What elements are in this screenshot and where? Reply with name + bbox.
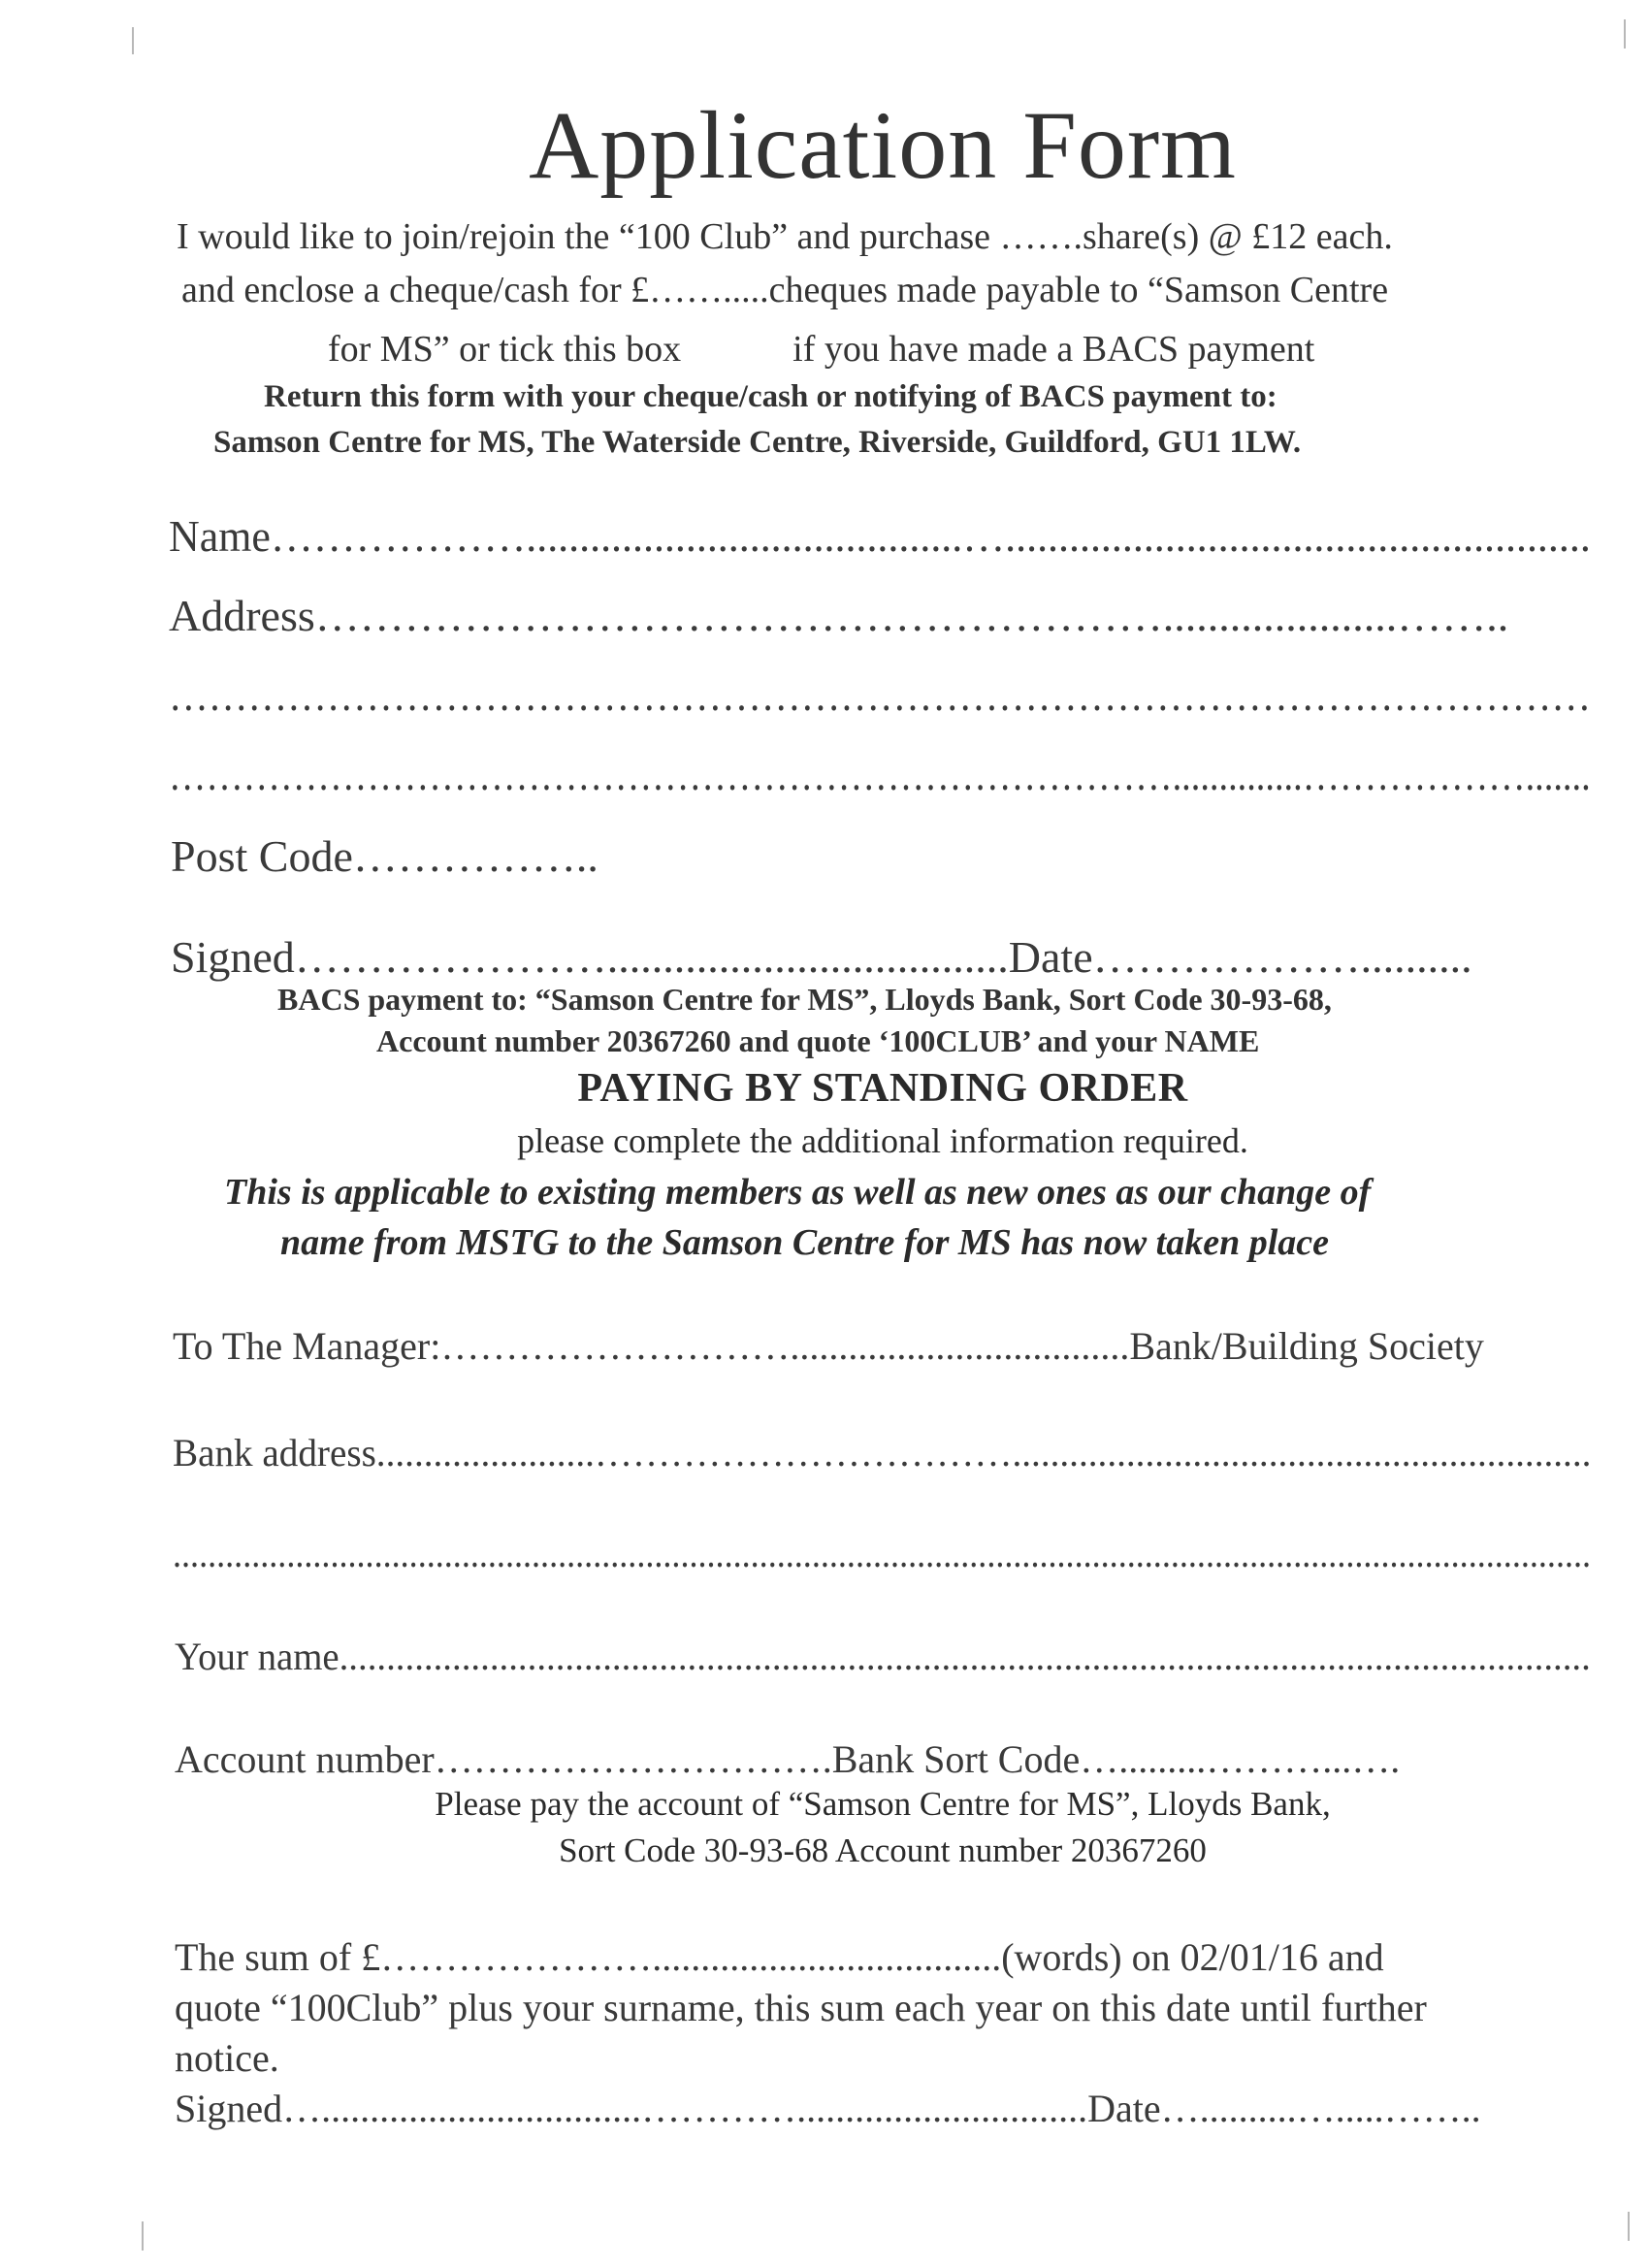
scan-mark-top-left <box>132 27 134 54</box>
bacs-tick-box[interactable] <box>691 332 784 361</box>
manager-field[interactable]: To The Manager:………………………...................................Bank/Building Society <box>173 1324 1484 1368</box>
address-field[interactable]: Address………………………………………………….....................…….. <box>169 591 1509 640</box>
sum-field-line-1[interactable]: The sum of £…………………....................................(words) on 02/01/16 and <box>175 1935 1384 1979</box>
intro-line-3b: if you have made a BACS payment <box>792 329 1315 370</box>
name-field[interactable]: Name……………….........................................…....................................................... <box>169 511 1591 561</box>
bacs-payment-line-1: BACS payment to: “Samson Centre for MS”, Lloyds Bank, Sort Code 30-93-68, <box>277 982 1332 1017</box>
postcode-field[interactable]: Post Code…………….. <box>171 831 598 881</box>
signed-date-field[interactable]: Signed…………………....................................Date……………….......... <box>171 932 1472 982</box>
return-instructions: Return this form with your cheque/cash or notifying of BACS payment to: <box>264 379 1277 414</box>
sum-field-line-3: notice. <box>175 2036 279 2080</box>
intro-line-2: and enclose a cheque/cash for £…….....cheques made payable to “Samson Centre <box>181 270 1389 310</box>
standing-order-heading: PAYING BY STANDING ORDER <box>577 1066 1188 1111</box>
address-field-line-2[interactable]: ……………………………………………………………………………………………… <box>169 670 1592 720</box>
scan-mark-top-right <box>1624 19 1626 49</box>
intro-line-3a: for MS” or tick this box <box>328 329 682 370</box>
account-sortcode-field[interactable]: Account number………………………….Bank Sort Code….........………...…. <box>175 1737 1401 1781</box>
standing-order-subheading: please complete the additional information required. <box>517 1121 1248 1160</box>
bacs-payment-line-2: Account number 20367260 and quote ‘100CLUB’ and your NAME <box>376 1023 1260 1058</box>
address-field-line-3[interactable]: ………………………………………………………………………..............………………....... <box>169 750 1591 799</box>
standing-order-note-line-2: name from MSTG to the Samson Centre for MS has now taken place <box>280 1222 1330 1263</box>
standing-order-signed-date-field[interactable]: Signed….................................…………..............................Date…..........….....…….. <box>175 2087 1481 2130</box>
pay-instruction-line-2: Sort Code 30-93-68 Account number 20367260 <box>559 1831 1207 1869</box>
intro-line-3 <box>328 328 1314 371</box>
bank-address-field-line-2[interactable]: .................................................................................................................................................................. <box>173 1532 1592 1575</box>
standing-order-note-line-1: This is applicable to existing members as well as new ones as our change of <box>224 1172 1372 1213</box>
scan-mark-bottom-right <box>1628 2212 1630 2241</box>
sum-field-line-2: quote “100Club” plus your surname, this sum each year on this date until further <box>175 1986 1427 2029</box>
your-name-field[interactable]: Your name..................................................................................................................................... <box>175 1635 1591 1678</box>
page-title: Application Form <box>529 91 1237 199</box>
pay-instruction-line-1: Please pay the account of “Samson Centre for MS”, Lloyds Bank, <box>435 1785 1331 1823</box>
bank-address-field[interactable]: Bank address.......................……………………………............................................................. <box>173 1431 1592 1474</box>
intro-line-1: I would like to join/rejoin the “100 Club” and purchase …….share(s) @ £12 each. <box>177 216 1393 257</box>
return-address: Samson Centre for MS, The Waterside Centre, Riverside, Guildford, GU1 1LW. <box>213 425 1302 460</box>
scan-mark-bottom-left <box>142 2221 144 2251</box>
